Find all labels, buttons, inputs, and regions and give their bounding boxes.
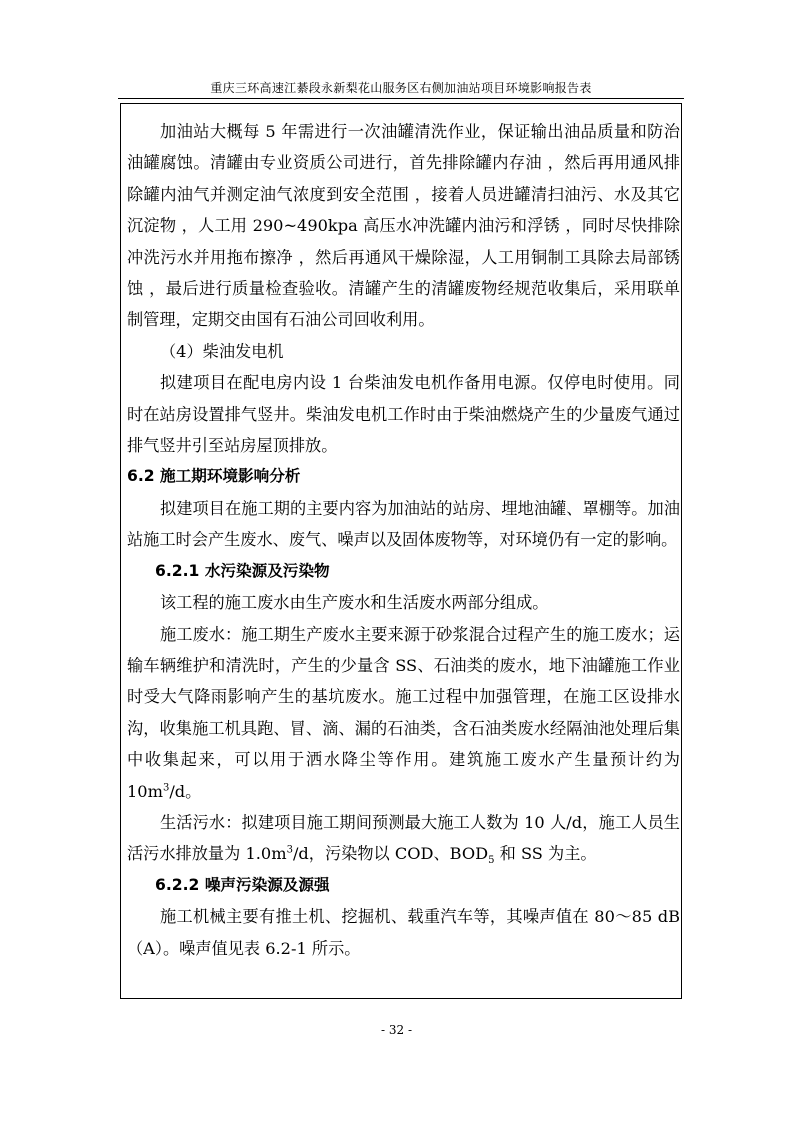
section-heading-6-2-1: 6.2.1 水污染源及污染物 xyxy=(155,561,330,580)
section-heading-6-2: 6.2 施工期环境影响分析 xyxy=(127,467,301,486)
document-header: 重庆三环高速江綦段永新梨花山服务区右侧加油站项目环境影响报告表 xyxy=(210,81,592,95)
page-number: - 32 - xyxy=(380,1023,412,1037)
superscript: 3 xyxy=(162,782,170,794)
paragraph-noise-sources: 施工机械主要有推土机、挖掘机、载重汽车等，其噪声值在 80～85 dB（A）。噪声值见表 6.2-1 所示。 xyxy=(127,907,680,958)
subscript: 5 xyxy=(488,855,495,867)
section-heading-6-2-2: 6.2.2 噪声污染源及源强 xyxy=(155,875,330,894)
subheading-diesel-generator: （4）柴油发电机 xyxy=(160,341,284,361)
text-run: 和 SS 为主。 xyxy=(494,844,597,864)
page-content xyxy=(127,116,680,964)
text-run: /d，污染物以 COD、BOD xyxy=(292,844,489,864)
text-run: /d。 xyxy=(169,781,202,801)
paragraph-construction-overview: 拟建项目在施工期的主要内容为加油站的站房、埋地油罐、罩棚等。加油站施工时会产生废水、废气、噪声以及固体废物等，对环境仍有一定的影响。 xyxy=(127,498,680,550)
text-run: 施工废水：施工期生产废水主要来源于砂浆混合过程产生的施工废水；运输车辆维护和清洗时，产生的少量含 SS、石油类的废水，地下油罐施工作业时受大气降雨影响产生的基坑废水。施工过程中加强管理，在施工区设排水沟，收集施工机具跑、冒、滴、漏的石油类，含石油类废水经隔油池处理后集中收集起来，可以用于洒水降尘等作用。建筑施工废水产生量预计约为 10m xyxy=(127,624,680,801)
paragraph-tank-cleaning: 加油站大概每 5 年需进行一次油罐清洗作业，保证输出油品质量和防治油罐腐蚀。清罐由专业资质公司进行，首先排除罐内存油 ，然后再用通风排除罐内油气并测定油气浓度到安全范围 ，接着人员进罐清扫油污、水及其它沉淀物 ，人工用 290~490kpa 高压水冲洗罐内油污和浮锈 ，同时尽快排除冲洗污水并用拖布擦净 ，然后再通风干燥除湿，人工用铜制工具除去局部锈蚀 ，最后进行质量检查验收。清罐产生的清罐废物经规范收集后，采用联单制管理，定期交由国有石油公司回收利用。 xyxy=(127,122,680,330)
paragraph-wastewater-composition: 该工程的施工废水由生产废水和生活废水两部分组成。 xyxy=(160,593,549,613)
paragraph-diesel-generator: 拟建项目在配电房内设 1 台柴油发电机作备用电源。仅停电时使用。同时在站房设置排气竖井。柴油发电机工作时由于柴油燃烧产生的少量废气通过排气竖井引至站房屋顶排放。 xyxy=(127,373,680,456)
superscript: 3 xyxy=(286,844,293,856)
paragraph-domestic-sewage xyxy=(127,807,680,870)
text-run: 生活污水：拟建项目施工期间预测最大施工人数为 10 人/d，施工人员生活污水排放量为 1.0m xyxy=(127,812,680,864)
header-rule xyxy=(118,98,684,99)
paragraph-construction-wastewater xyxy=(127,619,680,807)
